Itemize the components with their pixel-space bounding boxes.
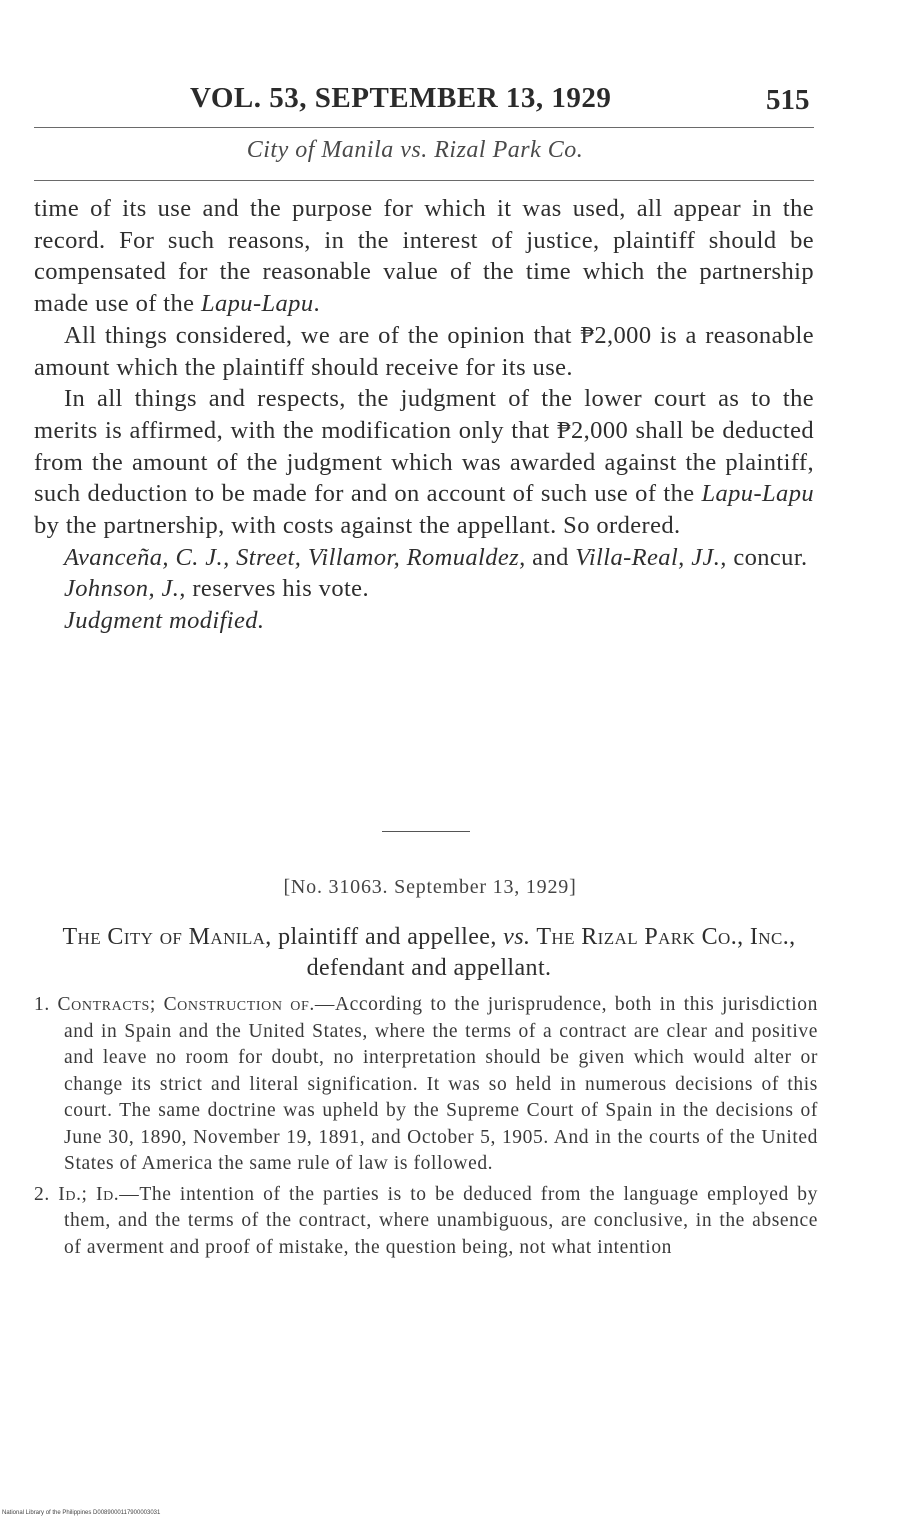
page-number: 515: [766, 84, 810, 116]
header-rule-bottom: [34, 180, 814, 181]
syllabus-item-2: 2. Id.; Id.—The intention of the parties is to be deduced from the language employed by them, and the terms of the contract, where unambiguous, are conclusive, in the absence of averment and proof of mistake, the question being, not what intention: [34, 1183, 818, 1258]
volume-header: VOL. 53, SEPTEMBER 13, 1929: [190, 82, 612, 114]
reserved-vote: Johnson, J., reserves his vote.: [64, 575, 369, 603]
case-title: The City of Manila, plaintiff and appellee, vs. The Rizal Park Co., Inc., defendant and appellant.: [62, 924, 796, 981]
paragraph-1: time of its use and the purpose for which it was used, all appear in the record. For such reasons, in the interest of justice, plaintiff should be compensated for the reasonable value of the time which the partnership made use of the Lapu-Lapu.: [34, 195, 814, 318]
section-separator: [382, 831, 470, 832]
paragraph-3: In all things and respects, the judgment of the lower court as to the merits is affirmed, with the modification only that ₱2,000 shall be deducted from the amount of the judgment which was awarded against the plaintiff, such deduction to be made for and on account of such use of the Lapu-Lapu by the partnership, with costs against the appellant. So ordered.: [34, 385, 814, 540]
paragraph-2: All things considered, we are of the opinion that ₱2,000 is a reasonable amount which the plaintiff should receive for its use.: [34, 321, 814, 381]
case-number: [No. 31063. September 13, 1929]: [283, 876, 577, 898]
concurring-justices: Avanceña, C. J., Street, Villamor, Romualdez, and Villa-Real, JJ., concur.: [64, 543, 808, 571]
vessel-name: Lapu-Lapu: [200, 290, 314, 318]
disposition: Judgment modified.: [64, 607, 265, 635]
opinion-body: [34, 193, 814, 637]
syllabus: [34, 992, 818, 1265]
scan-footer: National Library of the Philippines D0089000117900003031: [2, 1510, 161, 1516]
vessel-name: Lapu-Lapu: [701, 480, 814, 508]
running-title: City of Manila vs. Rizal Park Co.: [246, 137, 584, 163]
header-rule-top: [34, 127, 814, 128]
syllabus-item-1: 1. Contracts; Construction of.—According to the jurisprudence, both in this jurisdiction and in Spain and the United States, where the terms of a contract are clear and positive and leave no room for doubt, no interpretation should be given which would alter or change its strict and literal signification. It was so held in numerous decisions of this court. The same doctrine was upheld by the Supreme Court of Spain in the decisions of June 30, 1890, November 19, 1891, and October 5, 1905. And in the courts of the United States of America the same rule of law is followed.: [34, 994, 819, 1174]
